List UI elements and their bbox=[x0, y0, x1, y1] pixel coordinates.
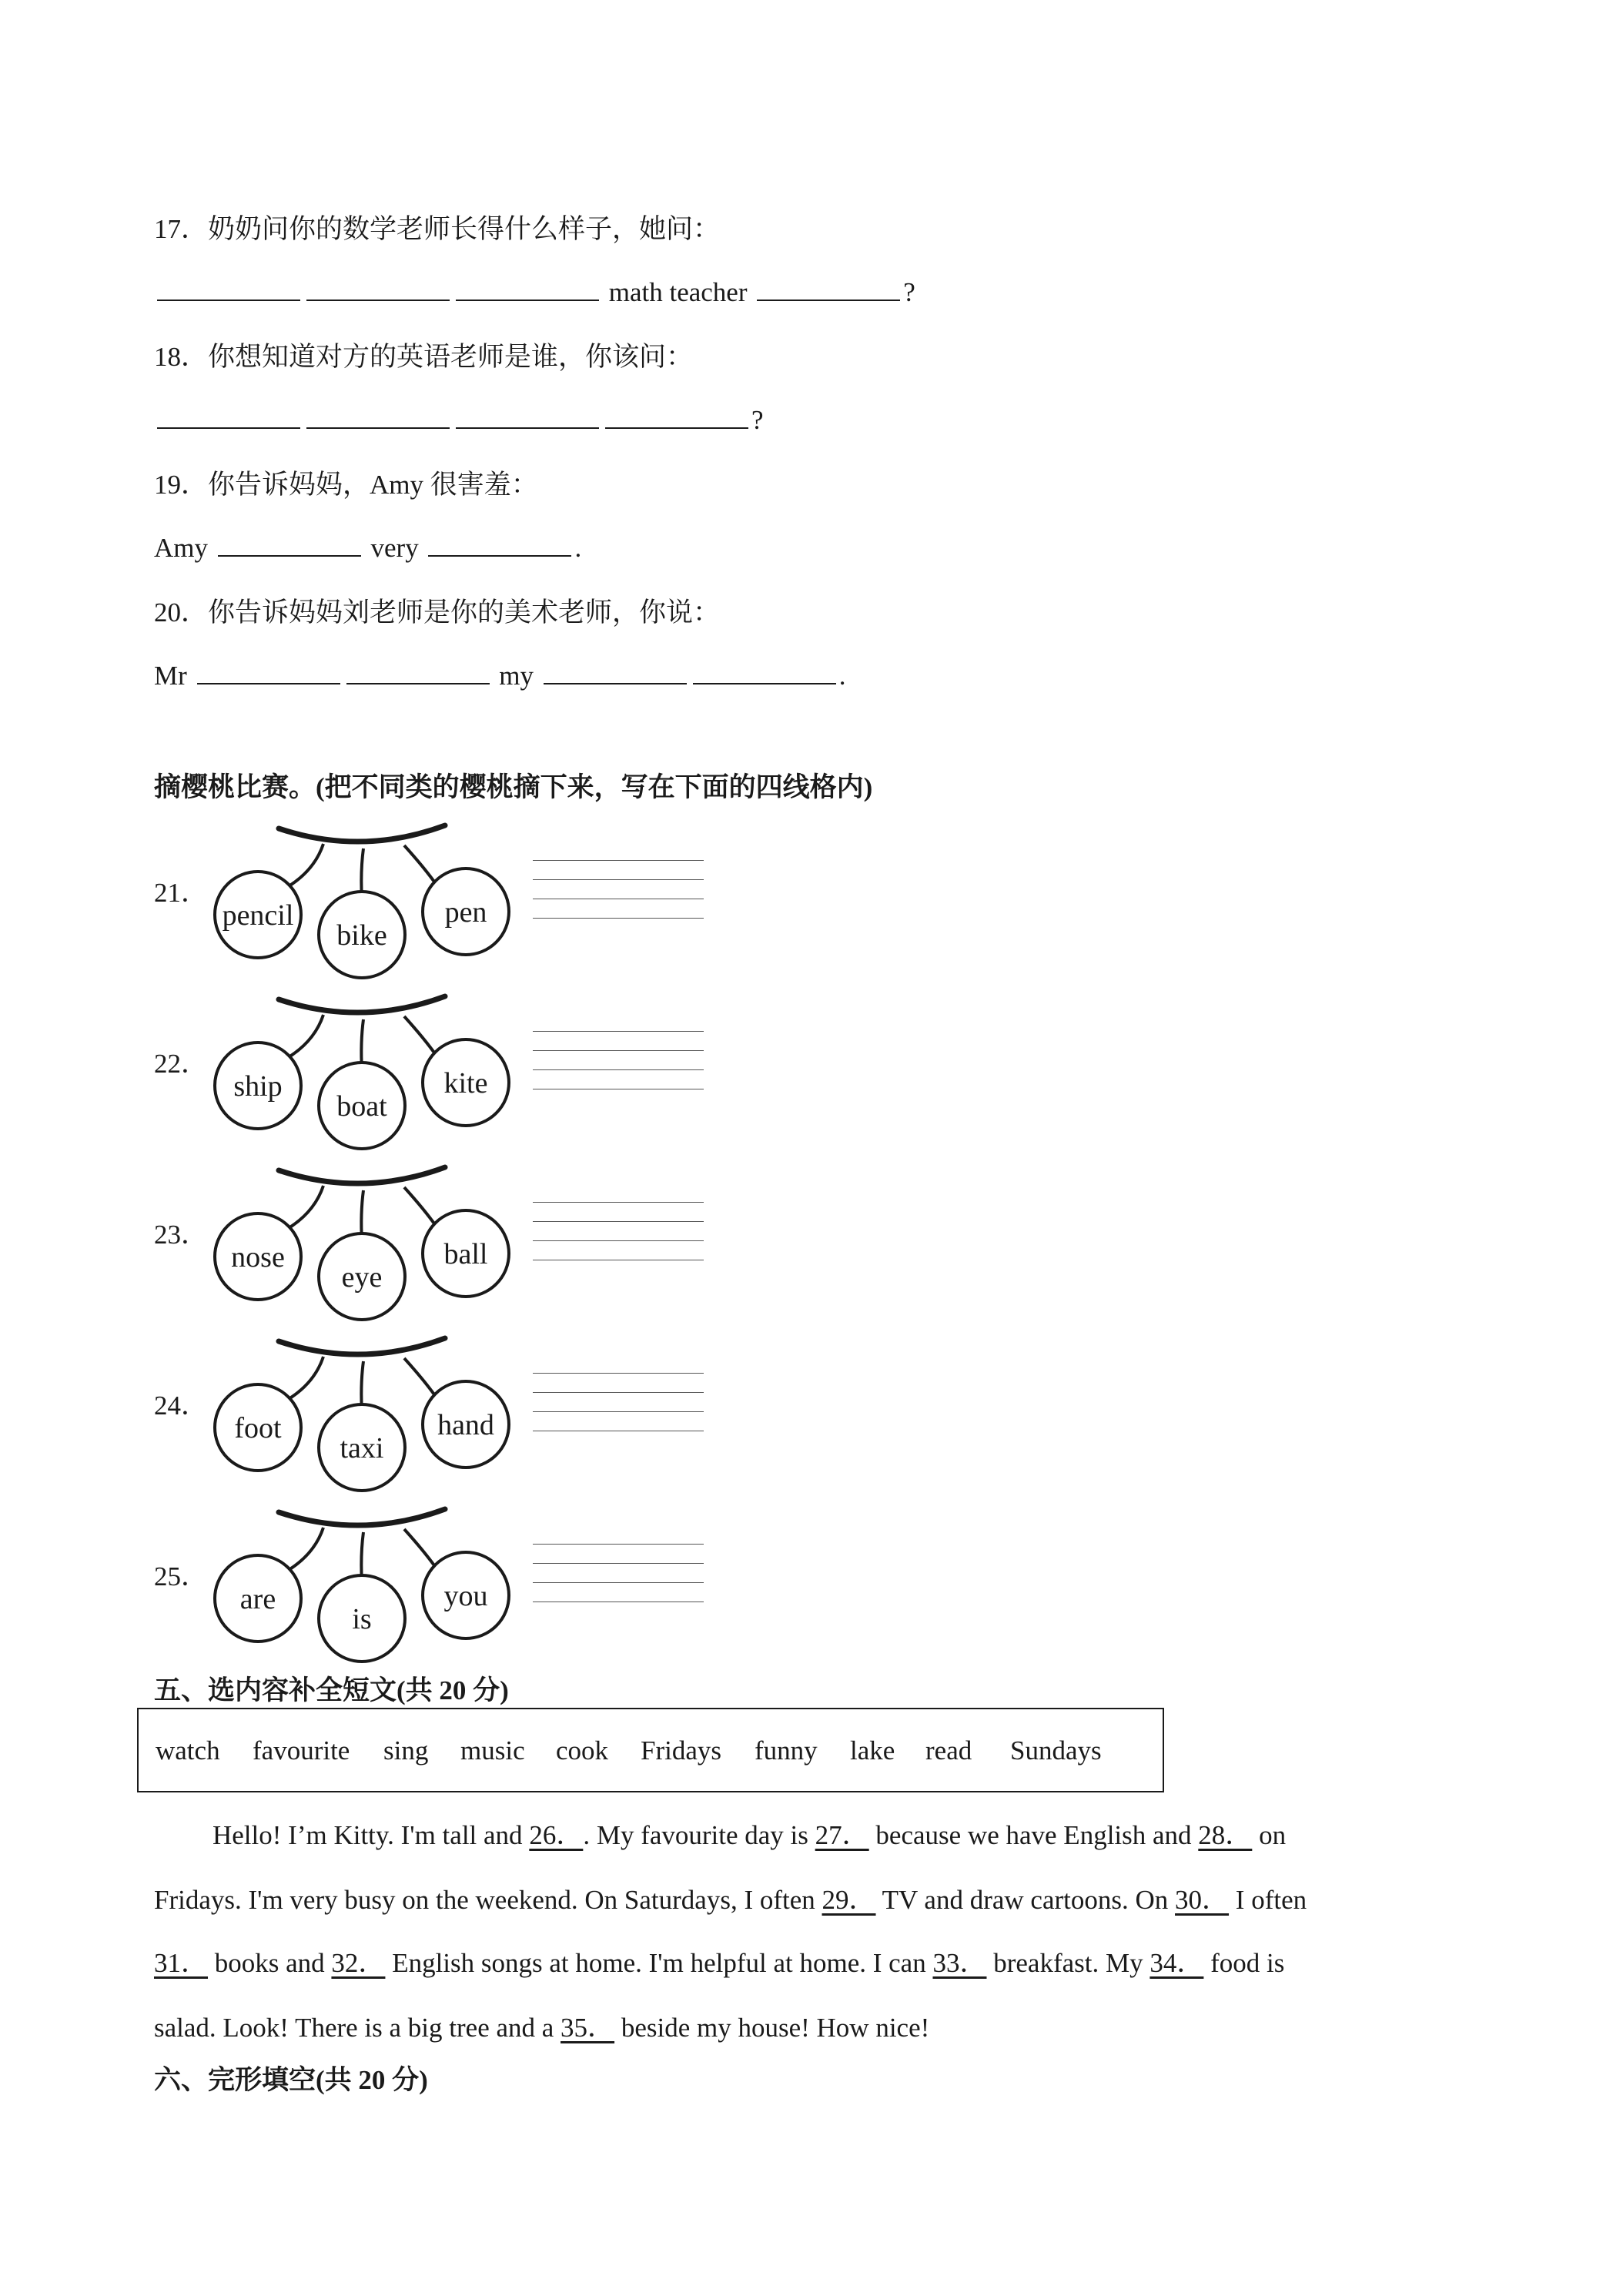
cherry[interactable] bbox=[319, 892, 405, 978]
passage-text: Hello! I’m Kitty. I'm tall and bbox=[212, 1820, 530, 1850]
blank[interactable] bbox=[757, 276, 900, 301]
cherry[interactable] bbox=[423, 1381, 509, 1468]
cherry[interactable] bbox=[215, 1213, 301, 1300]
blank[interactable] bbox=[346, 660, 490, 684]
cherry-word: pen bbox=[444, 896, 487, 929]
answer-blank-34[interactable]: 34． bbox=[1149, 1948, 1204, 1978]
q20-start: Mr bbox=[154, 661, 187, 691]
cherry-word: foot bbox=[234, 1412, 282, 1444]
cherry-question bbox=[154, 1501, 708, 1663]
passage-text: TV and draw cartoons. On bbox=[875, 1885, 1176, 1915]
cherry[interactable] bbox=[423, 869, 509, 955]
cherry[interactable] bbox=[215, 1384, 301, 1471]
cherry[interactable] bbox=[215, 1043, 301, 1129]
q20-middle: my bbox=[499, 661, 534, 691]
blank[interactable] bbox=[157, 404, 300, 429]
q20-answer-line bbox=[154, 659, 846, 693]
passage-text: because we have English and bbox=[868, 1820, 1199, 1850]
cherry[interactable] bbox=[423, 1039, 509, 1126]
branch bbox=[279, 825, 445, 842]
q18-end: ? bbox=[751, 405, 764, 435]
passage-text: . My favourite day is bbox=[583, 1820, 815, 1850]
grid-line bbox=[533, 1544, 704, 1545]
answer-blank-32[interactable]: 32． bbox=[331, 1948, 386, 1978]
blank[interactable] bbox=[693, 660, 836, 684]
q19-start: Amy bbox=[154, 533, 208, 563]
blank[interactable] bbox=[428, 532, 571, 557]
section6-title: 六、完形填空(共 20 分) bbox=[154, 2065, 428, 2095]
cherry-branch-illustration bbox=[208, 989, 516, 1150]
grid-line bbox=[533, 1373, 704, 1374]
grid-line bbox=[533, 1582, 704, 1583]
cherry-question bbox=[154, 1160, 708, 1321]
blank[interactable] bbox=[306, 276, 450, 301]
word-bank-item: sing bbox=[383, 1735, 429, 1766]
four-line-grid[interactable] bbox=[533, 1544, 704, 1604]
answer-blank-28[interactable]: 28． bbox=[1198, 1820, 1253, 1850]
cherry[interactable] bbox=[215, 872, 301, 958]
passage-text: English songs at home. I'm helpful at home. I can bbox=[385, 1948, 933, 1978]
blank[interactable] bbox=[218, 532, 361, 557]
stem bbox=[285, 1528, 323, 1572]
answer-blank-26[interactable]: 26． bbox=[529, 1820, 584, 1850]
passage-line-1 bbox=[212, 1814, 1286, 1853]
section5-title: 五、选内容补全短文(共 20 分) bbox=[154, 1675, 509, 1705]
cherry-word: hand bbox=[437, 1409, 494, 1441]
cherry-word: is bbox=[352, 1603, 372, 1635]
word-bank-item: Fridays bbox=[641, 1735, 721, 1766]
q18-answer-line bbox=[154, 403, 764, 437]
q17-end: ? bbox=[903, 277, 915, 307]
answer-blank-30[interactable]: 30． bbox=[1175, 1885, 1230, 1915]
stem bbox=[285, 1015, 323, 1059]
four-line-grid[interactable] bbox=[533, 1031, 704, 1091]
q19-prompt: 19．你告诉妈妈，Amy 很害羞： bbox=[154, 470, 538, 500]
cherry-branch-illustration bbox=[208, 1160, 516, 1321]
cherry[interactable] bbox=[319, 1404, 405, 1491]
cherry-word: ball bbox=[443, 1238, 488, 1270]
stem bbox=[285, 1186, 323, 1230]
cherry-question bbox=[154, 989, 708, 1150]
answer-blank-35[interactable]: 35． bbox=[561, 2013, 615, 2043]
word-bank-item: Sundays bbox=[1010, 1735, 1102, 1766]
cherry-word: you bbox=[443, 1580, 488, 1612]
section-cherry-title: 摘樱桃比赛。(把不同类的樱桃摘下来，写在下面的四线格内) bbox=[154, 772, 873, 802]
passage-text: Fridays. I'm very busy on the weekend. On Saturdays, I often bbox=[154, 1885, 822, 1915]
word-bank-item: cook bbox=[556, 1735, 609, 1766]
grid-line bbox=[533, 1050, 704, 1051]
cherry[interactable] bbox=[319, 1063, 405, 1149]
question-number: 22． bbox=[154, 1049, 209, 1079]
word-bank-item: music bbox=[460, 1735, 525, 1766]
stem bbox=[404, 1016, 436, 1055]
stem bbox=[404, 1187, 436, 1226]
grid-line bbox=[533, 1240, 704, 1241]
stem bbox=[404, 845, 436, 884]
branch bbox=[279, 1338, 445, 1354]
word-bank bbox=[137, 1708, 1164, 1792]
branch bbox=[279, 996, 445, 1012]
cherry-word: boat bbox=[336, 1090, 387, 1123]
grid-line bbox=[533, 1392, 704, 1393]
q17-answer-line bbox=[154, 276, 915, 310]
word-bank-item: watch bbox=[156, 1735, 220, 1766]
q19-end: . bbox=[574, 533, 582, 563]
passage-text: breakfast. My bbox=[986, 1948, 1150, 1978]
word-bank-item: funny bbox=[755, 1735, 818, 1766]
stem bbox=[285, 844, 323, 889]
blank[interactable] bbox=[157, 276, 300, 301]
cherry-word: kite bbox=[443, 1067, 488, 1099]
cherry-word: eye bbox=[341, 1261, 383, 1294]
question-number: 21． bbox=[154, 878, 209, 908]
passage-line-4 bbox=[154, 2006, 929, 2045]
cherry-branch-illustration bbox=[208, 1501, 516, 1663]
cherry[interactable] bbox=[215, 1555, 301, 1642]
question-number: 24． bbox=[154, 1391, 209, 1421]
answer-blank-27[interactable]: 27． bbox=[815, 1820, 869, 1850]
word-bank-item: lake bbox=[850, 1735, 895, 1766]
blank[interactable] bbox=[544, 660, 687, 684]
cherry-question bbox=[154, 818, 708, 979]
cherry-branch-illustration bbox=[208, 1330, 516, 1492]
answer-blank-31[interactable]: 31． bbox=[154, 1948, 209, 1978]
blank[interactable] bbox=[456, 404, 599, 429]
grid-line bbox=[533, 1221, 704, 1222]
q17-prompt: 17．奶奶问你的数学老师长得什么样子，她问： bbox=[154, 214, 721, 244]
passage-line-2 bbox=[154, 1879, 1307, 1917]
q20-prompt: 20．你告诉妈妈刘老师是你的美术老师，你说： bbox=[154, 597, 721, 628]
q20-end: . bbox=[838, 661, 846, 691]
q17-middle: math teacher bbox=[608, 277, 748, 307]
branch bbox=[279, 1167, 445, 1183]
cherry-word: taxi bbox=[340, 1432, 384, 1464]
word-bank-item: favourite bbox=[253, 1735, 350, 1766]
question-number: 23． bbox=[154, 1220, 209, 1250]
passage-text: on bbox=[1252, 1820, 1287, 1850]
passage-text: food is bbox=[1203, 1948, 1285, 1978]
blank[interactable] bbox=[605, 404, 748, 429]
passage-text: books and bbox=[208, 1948, 332, 1978]
passage-text: beside my house! How nice! bbox=[614, 2013, 930, 2043]
question-number: 25． bbox=[154, 1561, 209, 1591]
blank[interactable] bbox=[197, 660, 340, 684]
four-line-grid[interactable] bbox=[533, 860, 704, 920]
cherry-word: bike bbox=[336, 919, 387, 952]
cherry[interactable] bbox=[423, 1210, 509, 1297]
q19-middle: very bbox=[370, 533, 419, 563]
answer-blank-33[interactable]: 33． bbox=[932, 1948, 987, 1978]
grid-line bbox=[533, 879, 704, 880]
cherry[interactable] bbox=[319, 1233, 405, 1320]
cherry[interactable] bbox=[423, 1552, 509, 1638]
cherry-word: pencil bbox=[222, 899, 294, 932]
blank[interactable] bbox=[306, 404, 450, 429]
four-line-grid[interactable] bbox=[533, 1202, 704, 1262]
cherry-word: are bbox=[239, 1583, 276, 1615]
word-bank-item: read bbox=[925, 1735, 972, 1766]
cherry-word: ship bbox=[233, 1070, 283, 1103]
answer-blank-29[interactable]: 29． bbox=[822, 1885, 876, 1915]
cherry-branch-illustration bbox=[208, 818, 516, 979]
blank[interactable] bbox=[456, 276, 599, 301]
q18-prompt: 18．你想知道对方的英语老师是谁，你该问： bbox=[154, 342, 694, 372]
cherry-word: nose bbox=[231, 1241, 285, 1274]
grid-line bbox=[533, 1202, 704, 1203]
grid-line bbox=[533, 1031, 704, 1032]
stem bbox=[285, 1357, 323, 1401]
grid-line bbox=[533, 860, 704, 861]
q19-answer-line bbox=[154, 531, 581, 565]
grid-line bbox=[533, 1411, 704, 1412]
passage-text: salad. Look! There is a big tree and a bbox=[154, 2013, 561, 2043]
stem bbox=[404, 1358, 436, 1397]
passage-text: I often bbox=[1229, 1885, 1307, 1915]
stem bbox=[404, 1529, 436, 1568]
branch bbox=[279, 1509, 445, 1525]
grid-line bbox=[533, 1069, 704, 1070]
four-line-grid[interactable] bbox=[533, 1373, 704, 1433]
cherry[interactable] bbox=[319, 1575, 405, 1662]
cherry-question bbox=[154, 1330, 708, 1492]
passage-line-3 bbox=[154, 1942, 1284, 1980]
grid-line bbox=[533, 918, 704, 919]
grid-line bbox=[533, 1563, 704, 1564]
